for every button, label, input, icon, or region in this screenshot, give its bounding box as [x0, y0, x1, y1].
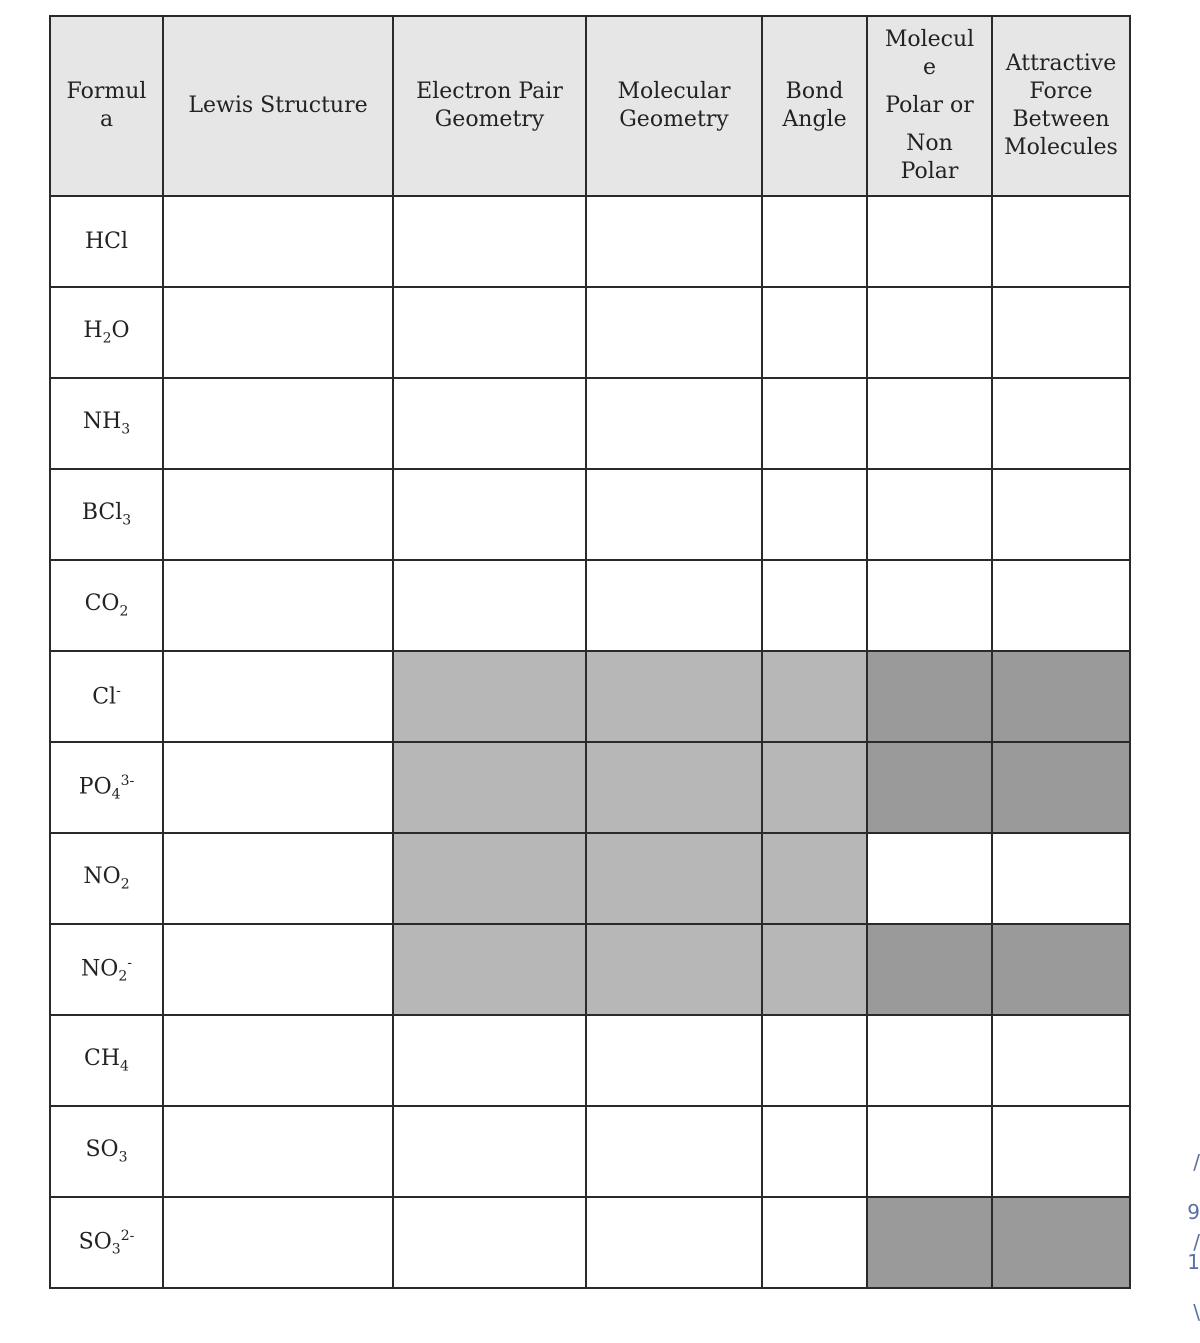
bond-angle-cell[interactable]: [762, 1015, 867, 1106]
polarity-cell: [867, 1197, 992, 1288]
table-row: [50, 196, 1130, 287]
attractive-force-cell[interactable]: [992, 196, 1130, 287]
formula-cell: $CH_4$: [50, 1015, 163, 1106]
edge-mark: /: [1193, 1150, 1200, 1174]
molecular-geometry-cell[interactable]: [586, 287, 762, 378]
electron-pair-cell[interactable]: [393, 378, 586, 469]
formula-cell: HCl: [50, 196, 163, 287]
polarity-cell[interactable]: [867, 378, 992, 469]
table-body: [50, 196, 1130, 1288]
edge-mark: 9: [1187, 1200, 1200, 1224]
lewis-structure-cell[interactable]: [163, 287, 393, 378]
electron-pair-cell: [393, 651, 586, 742]
lewis-structure-cell[interactable]: [163, 378, 393, 469]
table-row: [50, 833, 1130, 924]
electron-pair-cell: [393, 833, 586, 924]
molecular-geometry-cell[interactable]: [586, 1015, 762, 1106]
table-row: [50, 469, 1130, 560]
table-row: [50, 560, 1130, 651]
lewis-structure-cell[interactable]: [163, 1197, 393, 1288]
formula-cell: Cl-: [50, 651, 163, 742]
molecular-geometry-cell[interactable]: [586, 469, 762, 560]
header-row: [50, 16, 1130, 196]
formula-cell: $CO_2$: [50, 560, 163, 651]
header-molecular-geometry: Molecular Geometry: [586, 16, 762, 196]
bond-angle-cell[interactable]: [762, 287, 867, 378]
attractive-force-cell: [992, 924, 1130, 1015]
attractive-force-cell: [992, 651, 1130, 742]
polarity-cell[interactable]: [867, 1106, 992, 1197]
edge-mark: \: [1193, 1300, 1200, 1324]
table-row: [50, 287, 1130, 378]
polarity-cell[interactable]: [867, 560, 992, 651]
edge-marks: [1186, 1150, 1200, 1343]
header-lewis-structure: Lewis Structure: [163, 16, 393, 196]
attractive-force-cell[interactable]: [992, 1015, 1130, 1106]
header-bond-angle: Bond Angle: [762, 16, 867, 196]
lewis-structure-cell[interactable]: [163, 1015, 393, 1106]
lewis-structure-cell[interactable]: [163, 469, 393, 560]
bond-angle-cell[interactable]: [762, 1197, 867, 1288]
lewis-structure-cell[interactable]: [163, 742, 393, 833]
edge-mark: 1: [1187, 1250, 1200, 1274]
lewis-structure-cell[interactable]: [163, 833, 393, 924]
table-row: [50, 378, 1130, 469]
molecular-geometry-cell[interactable]: [586, 196, 762, 287]
bond-angle-cell[interactable]: [762, 560, 867, 651]
formula-cell: BCl$_3$: [50, 469, 163, 560]
electron-pair-cell: [393, 924, 586, 1015]
bond-angle-cell[interactable]: [762, 469, 867, 560]
formula-cell: $SO_3$: [50, 1106, 163, 1197]
molecule-worksheet-table: [49, 15, 1131, 1289]
molecular-geometry-cell[interactable]: [586, 560, 762, 651]
polarity-cell[interactable]: [867, 196, 992, 287]
attractive-force-cell[interactable]: [992, 560, 1130, 651]
table-row: [50, 924, 1130, 1015]
molecular-geometry-cell: [586, 742, 762, 833]
attractive-force-cell[interactable]: [992, 1106, 1130, 1197]
attractive-force-cell[interactable]: [992, 469, 1130, 560]
table-row: [50, 651, 1130, 742]
attractive-force-cell: [992, 1197, 1130, 1288]
bond-angle-cell[interactable]: [762, 378, 867, 469]
header-electron-pair-geometry: Electron Pair Geometry: [393, 16, 586, 196]
electron-pair-cell[interactable]: [393, 287, 586, 378]
molecular-geometry-cell[interactable]: [586, 378, 762, 469]
formula-cell: $SO_3^{2-}$: [50, 1197, 163, 1288]
table-row: [50, 1015, 1130, 1106]
table-row: [50, 1197, 1130, 1288]
formula-cell: $PO_4^{3-}$: [50, 742, 163, 833]
formula-cell: $NH_3$: [50, 378, 163, 469]
attractive-force-cell: [992, 742, 1130, 833]
header-attractive-force: Attractive Force Between Molecules: [992, 16, 1130, 196]
header-formula: Formul a: [50, 16, 163, 196]
lewis-structure-cell[interactable]: [163, 924, 393, 1015]
header-polarity: Molecul e Polar or Non Polar: [867, 16, 992, 196]
table-row: [50, 1106, 1130, 1197]
molecular-geometry-cell: [586, 651, 762, 742]
attractive-force-cell[interactable]: [992, 378, 1130, 469]
molecular-geometry-cell: [586, 833, 762, 924]
formula-cell: $H_2O$: [50, 287, 163, 378]
lewis-structure-cell[interactable]: [163, 651, 393, 742]
lewis-structure-cell[interactable]: [163, 196, 393, 287]
electron-pair-cell[interactable]: [393, 1015, 586, 1106]
electron-pair-cell: [393, 742, 586, 833]
lewis-structure-cell[interactable]: [163, 1106, 393, 1197]
molecular-geometry-cell: [586, 924, 762, 1015]
formula-cell: $NO_2^-$: [50, 924, 163, 1015]
electron-pair-cell[interactable]: [393, 560, 586, 651]
molecular-geometry-cell[interactable]: [586, 1197, 762, 1288]
electron-pair-cell[interactable]: [393, 1197, 586, 1288]
bond-angle-cell[interactable]: [762, 196, 867, 287]
table-row: [50, 742, 1130, 833]
polarity-cell: [867, 924, 992, 1015]
electron-pair-cell[interactable]: [393, 1106, 586, 1197]
lewis-structure-cell[interactable]: [163, 560, 393, 651]
polarity-cell: [867, 651, 992, 742]
attractive-force-cell[interactable]: [992, 833, 1130, 924]
polarity-cell: [867, 742, 992, 833]
bond-angle-cell: [762, 924, 867, 1015]
polarity-cell[interactable]: [867, 287, 992, 378]
attractive-force-cell[interactable]: [992, 287, 1130, 378]
bond-angle-cell: [762, 833, 867, 924]
bond-angle-cell: [762, 742, 867, 833]
molecular-geometry-cell[interactable]: [586, 1106, 762, 1197]
edge-mark: /: [1193, 1230, 1200, 1254]
formula-cell: $NO_2$: [50, 833, 163, 924]
polarity-cell[interactable]: [867, 469, 992, 560]
polarity-cell[interactable]: [867, 1015, 992, 1106]
bond-angle-cell[interactable]: [762, 1106, 867, 1197]
polarity-cell[interactable]: [867, 833, 992, 924]
electron-pair-cell[interactable]: [393, 196, 586, 287]
electron-pair-cell[interactable]: [393, 469, 586, 560]
bond-angle-cell: [762, 651, 867, 742]
